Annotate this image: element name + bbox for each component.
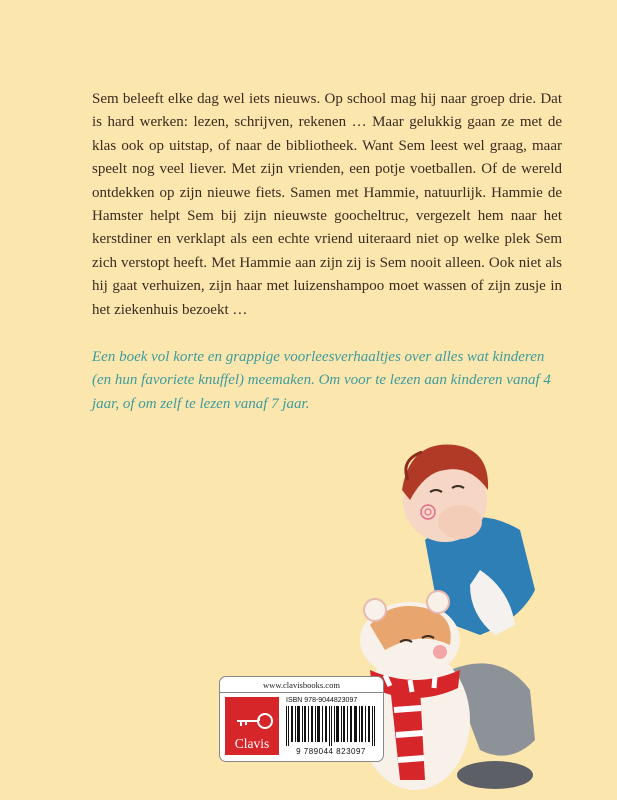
label-divider <box>220 692 383 693</box>
barcode-number: 9 789044 823097 <box>296 747 366 756</box>
clavis-logo <box>225 697 279 755</box>
key-icon <box>225 697 279 737</box>
publisher-website: www.clavisbooks.com <box>263 680 340 690</box>
tagline-paragraph: Een boek vol korte en grappige voorleesverhaaltjes over alles wat kinderen (en hun favoriete knuffel) meemaken. Om voor te lezen aan kinderen vanaf 4 jaar, of om zelf te lezen vanaf 7 jaar. <box>92 349 551 412</box>
blurb-paragraph: Sem beleeft elke dag wel iets nieuws. Op school mag hij naar groep drie. Dat is hard werken: lezen, schrijven, rekenen … Maar gelukkig gaan ze met de klas ook op uitstap, of naar de bibliotheek. Want Sem leest wel graag, maar speelt nog veel liever. Met zijn vrienden, een potje voetballen. Of de wereld ontdekken op zijn nieuwe fiets. Samen met Hammie, natuurlijk. Hammie de Hamster helpt Sem bij zijn nieuwste goocheltruc, vergezelt hem naar het kerstdiner en verklapt als een echte vriend uiteraard niet op welke plek Sem zich verstopt heeft. Met Hammie aan zijn zij is Sem nooit alleen. Ook niet als hij gaat verhuizen, zijn haar met luizenshampoo moet wassen of zijn zusje in het ziekenhuis bezoekt … <box>92 91 562 318</box>
barcode <box>284 706 378 746</box>
isbn-label: ISBN 978-9044823097 <box>286 697 358 704</box>
logo-text: Clavis <box>234 736 270 751</box>
publisher-label <box>219 676 384 762</box>
